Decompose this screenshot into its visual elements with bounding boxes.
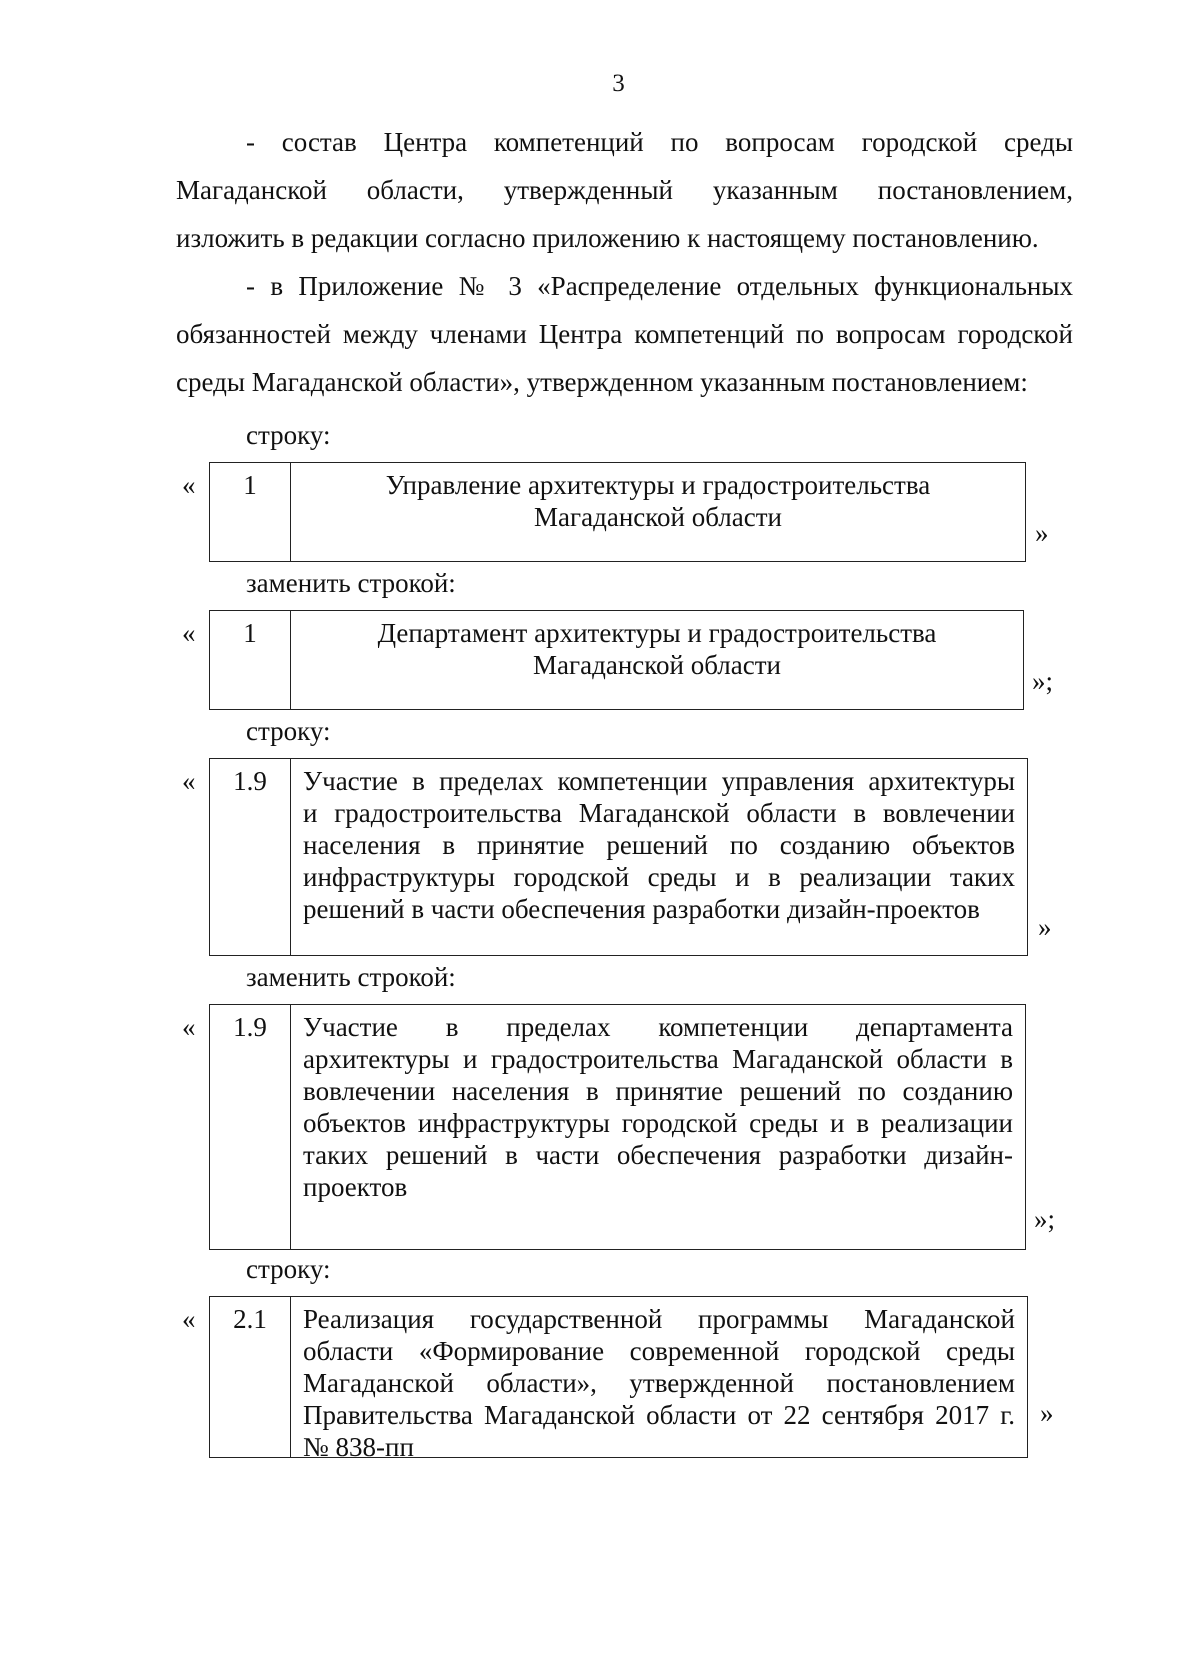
text-line: области «Формирование современной городской среды bbox=[303, 1336, 1015, 1366]
text-line: Управление архитектуры и градостроительства bbox=[385, 470, 931, 500]
close-quote: » bbox=[1035, 518, 1049, 548]
open-quote: « bbox=[182, 766, 196, 796]
text-line: архитектуры и градостроительства Магаданской области в bbox=[303, 1044, 1013, 1074]
text-line: Участие в пределах компетенции департамента bbox=[303, 1012, 1013, 1042]
text-line: Магаданской области, утвержденный указанным постановлением, bbox=[176, 175, 1073, 205]
table-row-old-2-1 bbox=[209, 1296, 1028, 1462]
row-text bbox=[291, 463, 1025, 561]
paragraph-composition bbox=[176, 118, 1073, 262]
open-quote: « bbox=[182, 470, 196, 500]
row-number: 1.9 bbox=[210, 759, 291, 955]
table-row-old-1-9 bbox=[209, 758, 1028, 956]
text-line: Магаданской области bbox=[533, 650, 781, 680]
label-row: строку: bbox=[246, 1254, 331, 1284]
close-quote: » bbox=[1040, 1398, 1054, 1428]
row-number: 1 bbox=[210, 611, 291, 709]
row-text bbox=[291, 1297, 1027, 1462]
text-line: среды Магаданской области», утвержденном указанным постановлением: bbox=[176, 367, 1028, 397]
text-line: - состав Центра компетенций по вопросам городской среды bbox=[246, 127, 1073, 157]
text-line: и градостроительства Магаданской области в вовлечении bbox=[303, 798, 1015, 828]
open-quote: « bbox=[182, 1012, 196, 1042]
close-quote: » bbox=[1038, 912, 1052, 942]
text-line: Магаданской области», утвержденной постановлением bbox=[303, 1368, 1015, 1398]
text-line: населения в принятие решений по созданию объектов bbox=[303, 830, 1015, 860]
paragraph-appendix bbox=[176, 262, 1073, 406]
label-row: строку: bbox=[246, 716, 331, 746]
close-quote: »; bbox=[1032, 666, 1054, 696]
label-row: строку: bbox=[246, 420, 331, 450]
page-number: 3 bbox=[612, 70, 625, 97]
table-row-old-1 bbox=[209, 462, 1026, 562]
text-line: объектов инфраструктуры городской среды и в реализации bbox=[303, 1108, 1013, 1138]
open-quote: « bbox=[182, 618, 196, 648]
row-number: 1.9 bbox=[210, 1005, 291, 1249]
text-line: таких решений в части обеспечения разработки дизайн- bbox=[303, 1140, 1013, 1170]
table-row-new-1-9 bbox=[209, 1004, 1026, 1250]
text-line: - в Приложение № 3 «Распределение отдельных функциональных bbox=[246, 271, 1073, 301]
text-line: Участие в пределах компетенции управления архитектуры bbox=[303, 766, 1015, 796]
label-replace: заменить строкой: bbox=[246, 568, 456, 598]
open-quote: « bbox=[182, 1304, 196, 1334]
row-number: 1 bbox=[210, 463, 291, 561]
text-line: обязанностей между членами Центра компетенций по вопросам городской bbox=[176, 319, 1073, 349]
text-line: инфраструктуры городской среды и в реализации таких bbox=[303, 862, 1015, 892]
row-text bbox=[291, 759, 1027, 955]
text-line: Правительства Магаданской области от 22 сентября 2017 г. bbox=[303, 1400, 1015, 1430]
label-replace: заменить строкой: bbox=[246, 962, 456, 992]
text-line: Магаданской области bbox=[534, 502, 782, 532]
row-number: 2.1 bbox=[210, 1297, 291, 1457]
text-line: решений в части обеспечения разработки дизайн-проектов bbox=[303, 894, 980, 924]
row-text bbox=[291, 1005, 1025, 1249]
row-text bbox=[291, 611, 1023, 709]
close-quote: »; bbox=[1034, 1204, 1056, 1234]
text-line: проектов bbox=[303, 1172, 408, 1202]
text-line: Реализация государственной программы Магаданской bbox=[303, 1304, 1015, 1334]
text-line: вовлечении населения в принятие решений по созданию bbox=[303, 1076, 1013, 1106]
text-line: изложить в редакции согласно приложению к настоящему постановлению. bbox=[176, 223, 1039, 253]
text-line: № 838-пп bbox=[303, 1432, 414, 1462]
table-row-new-1 bbox=[209, 610, 1024, 710]
text-line: Департамент архитектуры и градостроительства bbox=[377, 618, 937, 648]
